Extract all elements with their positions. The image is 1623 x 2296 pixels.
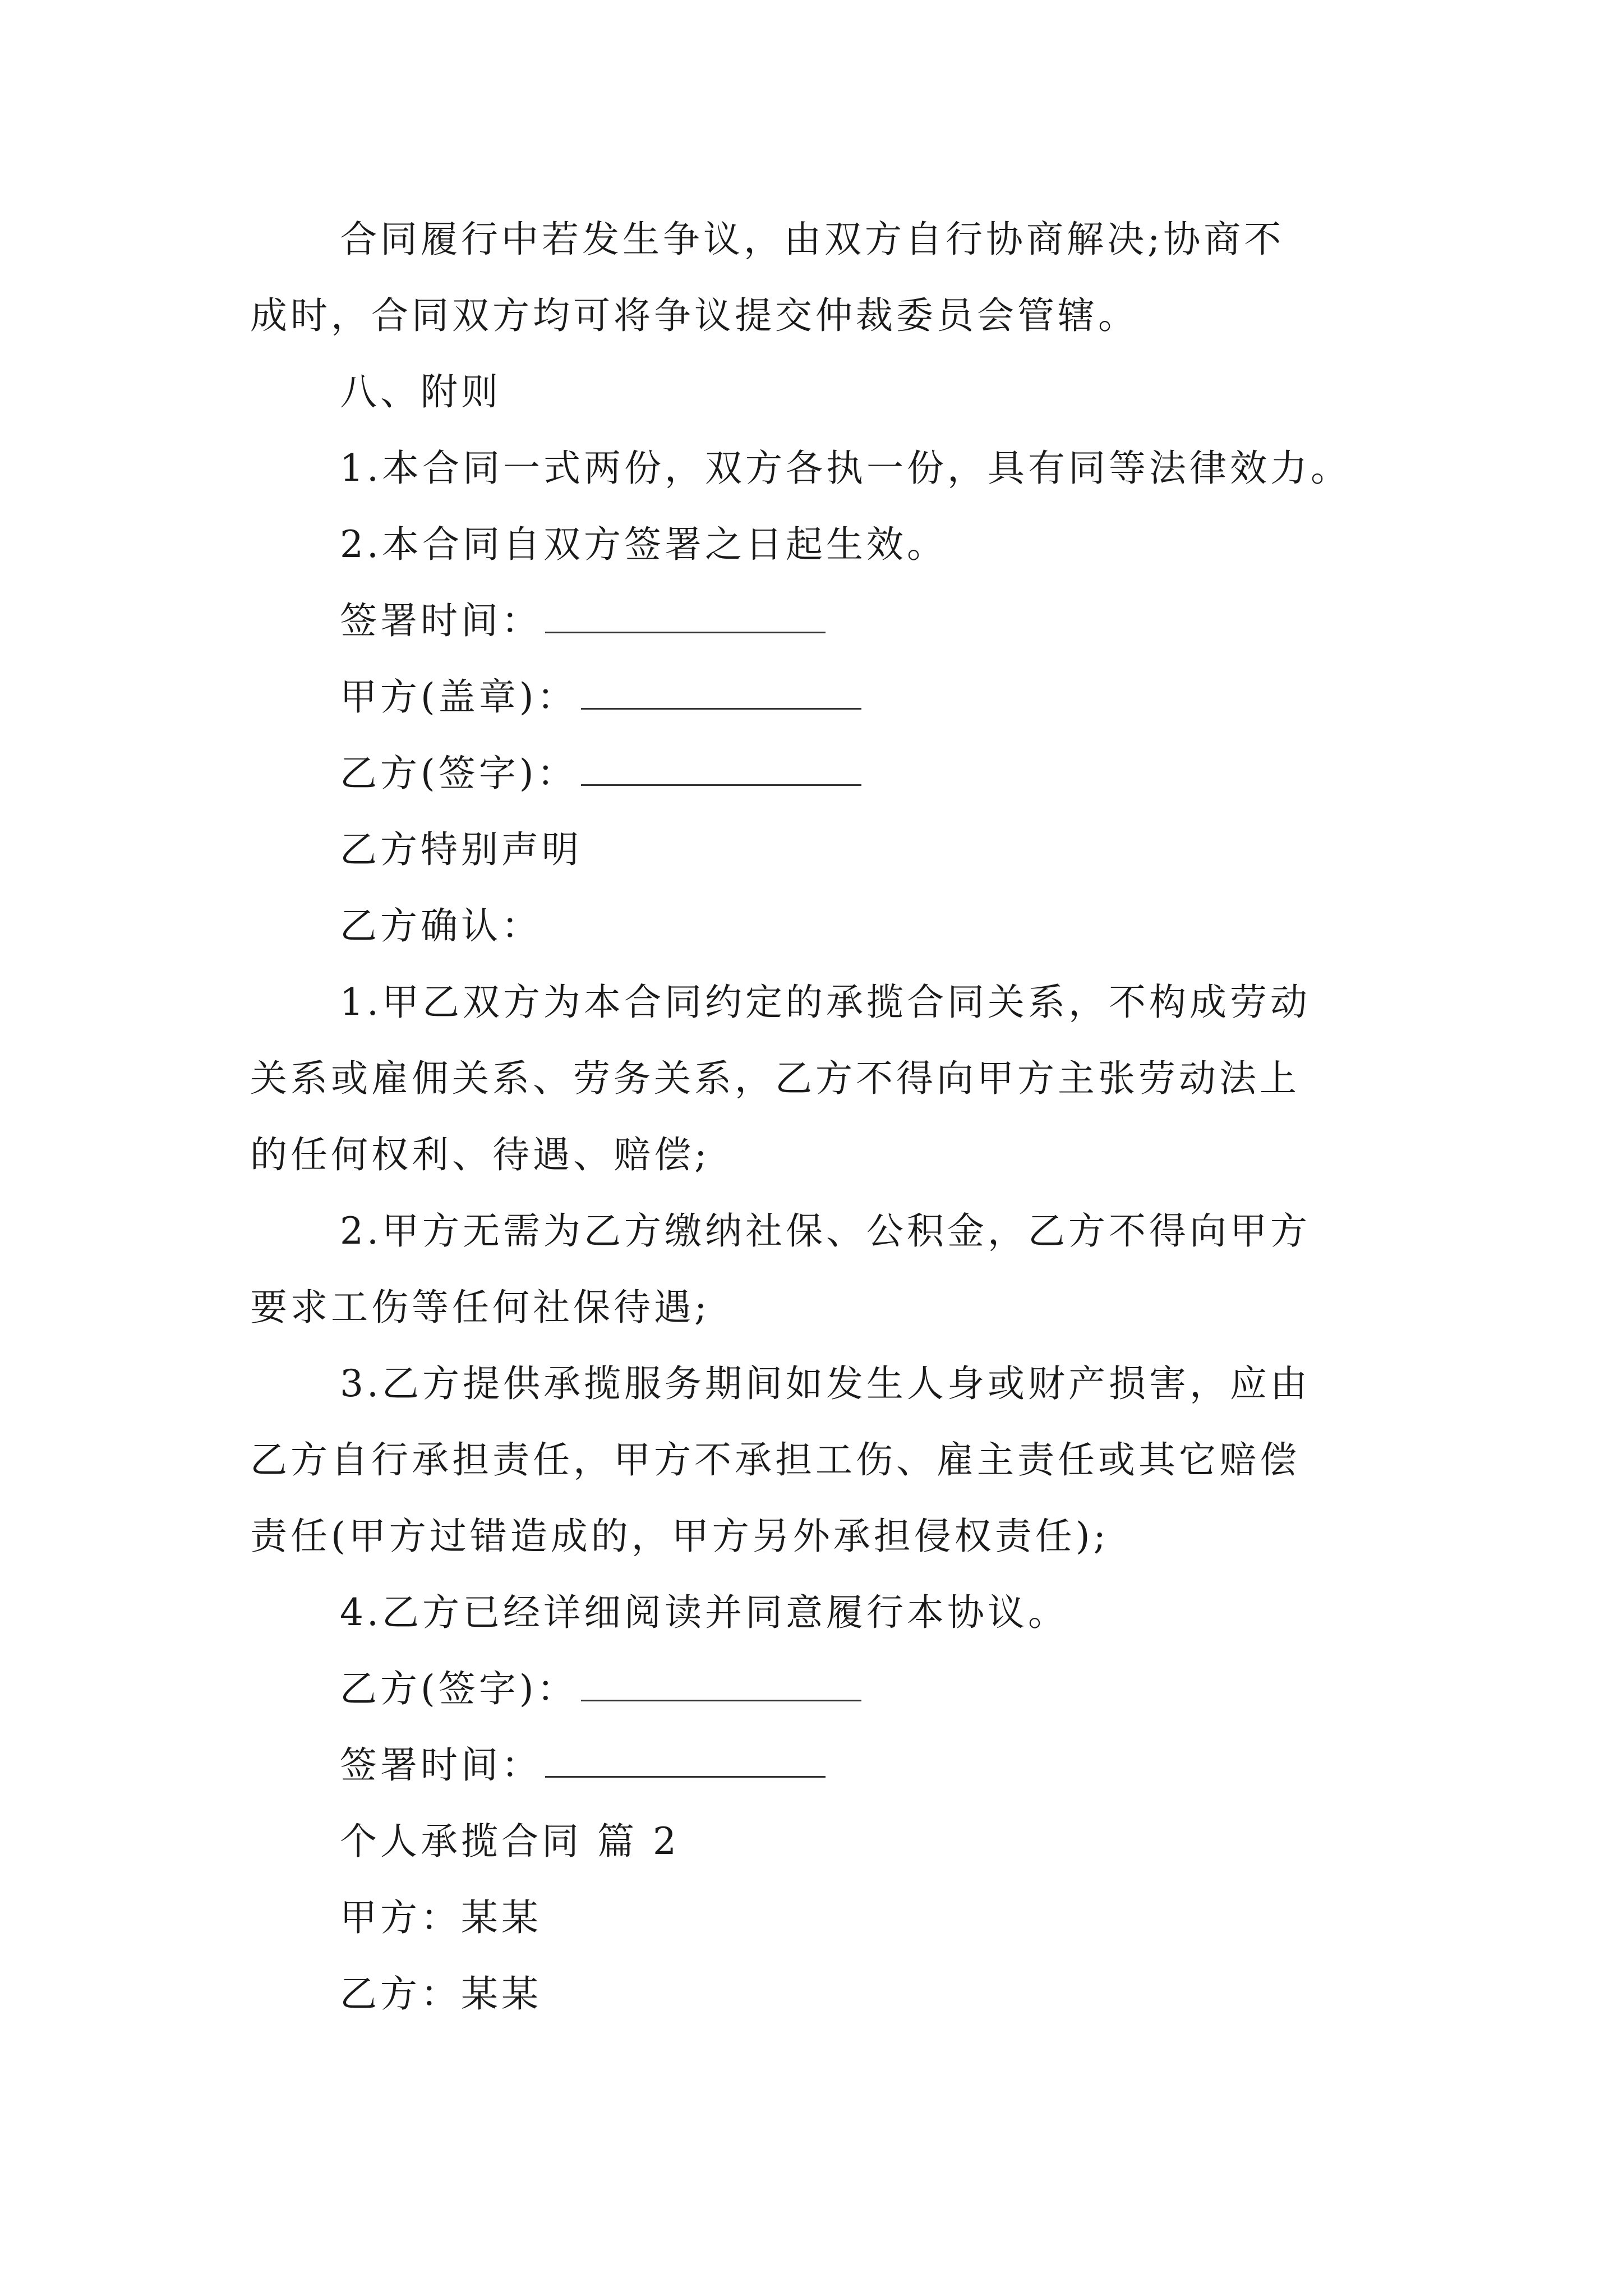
party-a-seal-label: 甲方(盖章)： — [340, 675, 578, 719]
party-b-sign-blank-2[interactable] — [581, 1671, 861, 1701]
party-b-sign-row-2 — [340, 1664, 861, 1714]
section-title-appendix: 八、附则 — [340, 370, 501, 413]
declaration-item-1-line-1: 1.甲乙双方为本合同约定的承揽合同关系，不构成劳动 — [340, 981, 1311, 1024]
declaration-item-3-line-3: 责任(甲方过错造成的，甲方另外承担侵权责任); — [250, 1515, 1109, 1558]
declaration-item-3-line-2: 乙方自行承担责任，甲方不承担工伤、雇主责任或其它赔偿 — [250, 1438, 1300, 1481]
party-b-sign-blank[interactable] — [581, 755, 861, 786]
sign-time-blank[interactable] — [545, 602, 826, 633]
sign-time-blank-2[interactable] — [545, 1747, 826, 1778]
declaration-item-1-line-3: 的任何权利、待遇、赔偿; — [250, 1133, 711, 1176]
declaration-item-1-line-2: 关系或雇佣关系、劳务关系，乙方不得向甲方主张劳动法上 — [250, 1057, 1300, 1100]
declaration-item-2-line-1: 2.甲方无需为乙方缴纳社保、公积金，乙方不得向甲方 — [340, 1209, 1311, 1253]
contract-2-title: 个人承揽合同 篇 2 — [340, 1820, 680, 1863]
paragraph-dispute-line-2: 成时，合同双方均可将争议提交仲裁委员会管辖。 — [250, 294, 1138, 337]
sign-time-row-1 — [340, 596, 826, 646]
contract-2-party-b: 乙方：某某 — [340, 1972, 542, 2016]
party-b-sign-label-2: 乙方(签字)： — [340, 1667, 578, 1710]
contract-2-party-a: 甲方：某某 — [340, 1896, 542, 1939]
party-b-sign-label: 乙方(签字)： — [340, 752, 578, 795]
sign-time-row-2 — [340, 1740, 826, 1791]
paragraph-dispute-line-1: 合同履行中若发生争议，由双方自行协商解决;协商不 — [340, 218, 1285, 261]
declaration-confirm-label: 乙方确认： — [340, 904, 542, 947]
appendix-item-2: 2.本合同自双方签署之日起生效。 — [340, 523, 947, 566]
declaration-item-4: 4.乙方已经详细阅读并同意履行本协议。 — [340, 1591, 1068, 1634]
appendix-item-1: 1.本合同一式两份，双方各执一份，具有同等法律效力。 — [340, 447, 1351, 490]
party-b-sign-row-1 — [340, 748, 861, 799]
sign-time-label: 签署时间： — [340, 599, 542, 642]
declaration-item-2-line-2: 要求工伤等任何社保待遇; — [250, 1286, 711, 1329]
sign-time-label-2: 签署时间： — [340, 1743, 542, 1787]
party-a-seal-blank[interactable] — [581, 679, 861, 710]
declaration-title: 乙方特别声明 — [340, 828, 582, 871]
declaration-item-3-line-1: 3.乙方提供承揽服务期间如发生人身或财产损害，应由 — [340, 1362, 1311, 1405]
party-a-seal-row — [340, 672, 861, 723]
